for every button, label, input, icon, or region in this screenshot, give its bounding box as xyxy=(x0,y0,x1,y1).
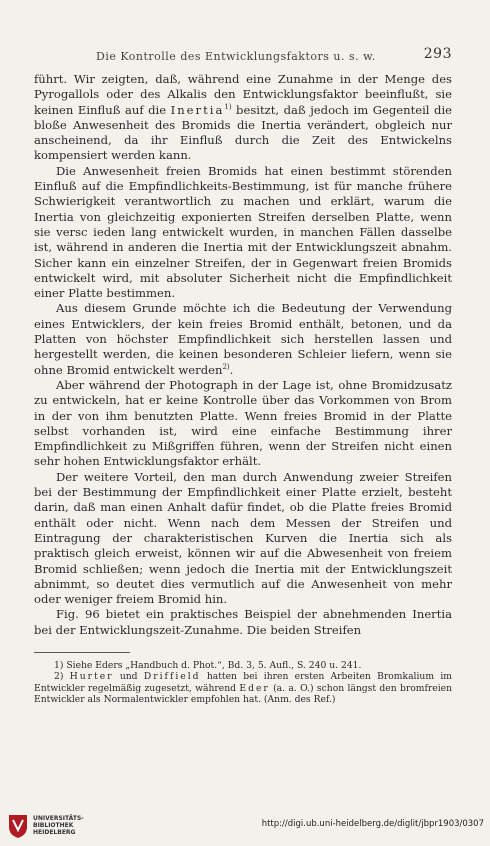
footnote-2: 2) Hurter und Driffield hatten bei ihren ersten Arbeiten Bromkalium im Entwickler regelmäßig zugesetzt, während Eder (a. a. O.) schon längst den bromfreien Entwickler als Normalentwickler empfohlen hat. (Anm. des Ref.) xyxy=(34,671,452,706)
library-logo-text: UNIVERSITÄTS- BIBLIOTHEK HEIDELBERG xyxy=(33,815,84,836)
footnote-1: 1) Siehe Eders „Handbuch d. Phot.“, Bd. 3, 5. Aufl., S. 240 u. 241. xyxy=(54,660,362,671)
paragraph-4: Aber während der Photograph in der Lage ist, ohne Bromidzusatz zu entwickeln, hat er keine Kontrolle über das Vorkommen von Brom in der von ihm benutzten Platte. Wenn freies Bromid in der Platte selbst vorhanden ist, wird eine einfache Bestimmung ihrer Empfindlichkeit zu Mißgriffen führen, wenn der Streifen nicht einen sehr hohen Entwicklungsfaktor erhält. xyxy=(34,377,452,469)
page-header xyxy=(34,46,454,66)
paragraph-2: Die Anwesenheit freien Bromids hat einen bestimmt störenden Einfluß auf die Empfindlichkeits-Bestimmung, ist für manche frühere Schwierigkeit verantwortlich zu machen und erklärt, warum die Inertia von gleichzeitig exponierten Streifen derselben Platte, wenn sie versc ieden lang entwickelt wurden, in manchen Fällen dasselbe ist, während in anderen die Inertia mit der Entwicklungszeit abnahm. Sicher kann ein einzelner Streifen, der in Gegenwart freien Bromids entwickelt wird, mit absoluter Sicherheit nicht die Empfindlichkeit einer Platte bestimmen. xyxy=(34,163,452,301)
paragraph-3: Aus diesem Grunde möchte ich die Bedeutung der Verwendung eines Entwicklers, der kein freies Bromid enthält, betonen, und da Platten von höchster Empfindlichkeit sich herstellen lassen und hergestellt werden, die keinen besonderen Schleier liefern, wenn sie ohne Bromid entwickelt werden$^{2)}$. xyxy=(34,301,452,377)
running-head: Die Kontrolle des Entwicklungsfaktors u. s. w. xyxy=(96,50,376,63)
footnote-ref-2: 2) xyxy=(222,362,230,371)
footnotes xyxy=(34,660,452,706)
source-url-link[interactable]: http://digi.ub.uni-heidelberg.de/diglit/jbpr1903/0307 xyxy=(261,819,484,829)
page-number: 293 xyxy=(423,46,452,62)
footnote-ref-1: 1) xyxy=(224,102,232,111)
emphasized-term: Inertia xyxy=(170,102,225,117)
paragraph-1: führt. Wir zeigten, daß, während eine Zunahme in der Menge des Pyrogallols oder des Alkalis den Entwicklungsfaktor beeinflußt, sie keinen Einfluß auf die Inertia$^{1)}$ besitzt, daß jedoch im Gegenteil die bloße Anwesenheit des Bromids die Inertia verändert, obgleich nur anscheinend, da ihr Einfluß durch die Zeit des Entwickelns kompensiert werden kann. xyxy=(34,72,453,163)
footnote-divider xyxy=(34,652,130,653)
page-footer xyxy=(0,810,490,846)
main-text xyxy=(34,72,452,638)
paragraph-5: Der weitere Vorteil, den man durch Anwendung zweier Streifen bei der Bestimmung der Empfindlichkeit einer Platte erzielt, besteht darin, daß man einen Anhalt dafür findet, ob die Platte freies Bromid enthält oder nicht. Wenn nach dem Messen der Streifen und Eintragung der charakteristischen Kurven die Inertia sich als praktisch gleich erweist, können wir auf die Abwesenheit von freiem Bromid schließen; wenn jedoch die Inertia mit der Entwicklungszeit abnimmt, so deutet dies vermutlich auf die Anwesenheit von mehr oder weniger freiem Bromid hin. xyxy=(34,469,452,607)
paragraph-6: Fig. 96 bietet ein praktisches Beispiel der abnehmenden Inertia bei der Entwicklungszeit-Zunahme. Die beiden Streifen xyxy=(34,607,452,637)
library-logo-icon xyxy=(6,812,30,840)
